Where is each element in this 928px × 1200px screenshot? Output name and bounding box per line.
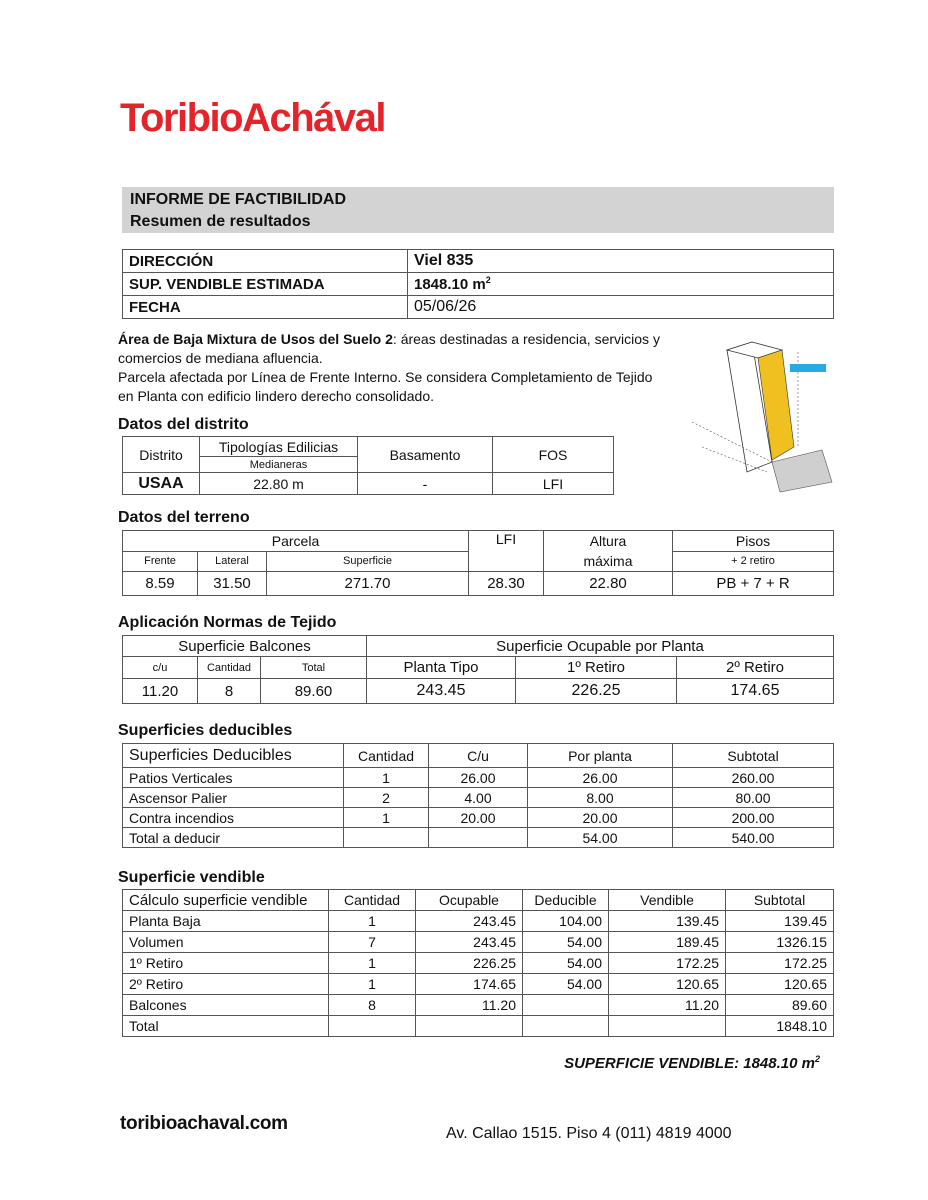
medianeras-subheader: Medianeras [200, 457, 358, 473]
sup-value: 1848.10 $m^2$ [408, 273, 834, 296]
table-row: Total a deducir 54.00 540.00 [123, 828, 834, 848]
vendible-table [122, 889, 834, 1037]
fecha-value: 05/06/26 [408, 296, 834, 319]
frente-subheader: Frente [123, 551, 198, 572]
lateral-subheader: Lateral [198, 551, 267, 572]
table-row: Volumen 7 243.45 54.00 189.45 1326.15 [123, 932, 834, 953]
direccion-label: DIRECCIÓN [123, 250, 408, 273]
deducibles-header-porplanta: Por planta [528, 744, 673, 768]
retiro1-subheader: 1º Retiro [516, 657, 677, 679]
lateral-value: 31.50 [198, 572, 267, 596]
description-paragraph-1: Área de Baja Mixtura de Usos del Suelo 2: áreas destinadas a residencia, servicios y comercios de mediana afluencia. [118, 331, 660, 366]
vendible-header-deducible: Deducible [523, 890, 609, 911]
lot-shadow [772, 450, 832, 492]
superficie-vendible-total: SUPERFICIE VENDIBLE: 1848.10 $m^2$ [564, 1054, 820, 1072]
parcela-header: Parcela [123, 531, 469, 552]
deducibles-header-cantidad: Cantidad [344, 744, 429, 768]
height-label-box [790, 364, 826, 372]
table-row: Ascensor Palier 2 4.00 8.00 80.00 [123, 788, 834, 808]
balcones-header: Superficie Balcones [123, 636, 367, 657]
planta-tipo-value: 243.45 [367, 679, 516, 704]
sup-label: SUP. VENDIBLE ESTIMADA [123, 273, 408, 296]
pisos-value: PB + 7 + R [673, 572, 834, 596]
pisos-header: Pisos [673, 531, 834, 552]
summary-table [122, 249, 834, 319]
fos-header: FOS [493, 437, 614, 473]
superficie-subheader: Superficie [267, 551, 469, 572]
deducibles-header-concept: Superficies Deducibles [123, 744, 344, 768]
retiro1-value: 226.25 [516, 679, 677, 704]
cu-subheader: c/u [123, 657, 198, 679]
vendible-header-ocupable: Ocupable [416, 890, 523, 911]
section-title-vendible: Superficie vendible [118, 869, 265, 886]
lfi-value: 28.30 [469, 572, 544, 596]
terreno-table [122, 530, 834, 596]
retiro-subheader: + 2 retiro [673, 551, 834, 572]
retiro2-subheader: 2º Retiro [677, 657, 834, 679]
total-subheader: Total [261, 657, 367, 679]
basamento-header: Basamento [358, 437, 493, 473]
altura-header: Altura máxima [544, 531, 673, 572]
description-paragraph-2: Parcela afectada por Línea de Frente Interno. Se considera Completamiento de Tejido en Planta con edificio lindero derecho consolidado. [118, 369, 653, 404]
cantidad-value: 8 [198, 679, 261, 704]
fecha-label: FECHA [123, 296, 408, 319]
building-diagram [672, 322, 842, 494]
frente-value: 8.59 [123, 572, 198, 596]
cu-value: 11.20 [123, 679, 198, 704]
website-link[interactable]: toribioachaval.com [120, 1113, 288, 1134]
footer-address: Av. Callao 1515. Piso 4 (011) 4819 4000 [446, 1125, 732, 1142]
vendible-header-subtotal: Subtotal [726, 890, 834, 911]
section-title-distrito: Datos del distrito [118, 416, 249, 433]
vendible-header-vendible: Vendible [609, 890, 726, 911]
altura-value: 22.80 [544, 572, 673, 596]
table-row: Planta Baja 1 243.45 104.00 139.45 139.45 [123, 911, 834, 932]
superficie-value: 271.70 [267, 572, 469, 596]
tipologias-value: 22.80 m [200, 473, 358, 495]
zoning-description [118, 330, 660, 406]
report-subtitle: Resumen de resultados [130, 213, 311, 230]
section-title-normas: Aplicación Normas de Tejido [118, 614, 337, 631]
ocupable-header: Superficie Ocupable por Planta [367, 636, 834, 657]
tipologias-header: Tipologías Edilicias [200, 437, 358, 457]
vendible-header-concept: Cálculo superficie vendible [123, 890, 329, 911]
table-row: 2º Retiro 1 174.65 54.00 120.65 120.65 [123, 974, 834, 995]
report-title: INFORME DE FACTIBILIDAD [130, 191, 346, 208]
direccion-value: Viel 835 [408, 250, 834, 273]
deducibles-table [122, 743, 834, 848]
vendible-header-cantidad: Cantidad [329, 890, 416, 911]
fos-value: LFI [493, 473, 614, 495]
lfi-header: LFI [469, 531, 544, 572]
table-row: 1º Retiro 1 226.25 54.00 172.25 172.25 [123, 953, 834, 974]
retiro2-value: 174.65 [677, 679, 834, 704]
deducibles-header-subtotal: Subtotal [673, 744, 834, 768]
distrito-header: Distrito [123, 437, 200, 473]
planta-tipo-subheader: Planta Tipo [367, 657, 516, 679]
table-row: Patios Verticales 1 26.00 26.00 260.00 [123, 768, 834, 788]
table-row: Total 1848.10 [123, 1016, 834, 1037]
company-logo: ToribioAchával [120, 96, 385, 140]
normas-table [122, 635, 834, 704]
distrito-value: USAA [123, 473, 200, 495]
section-title-deducibles: Superficies deducibles [118, 722, 293, 739]
table-row: Balcones 8 11.20 11.20 89.60 [123, 995, 834, 1016]
distrito-table [122, 436, 614, 495]
basamento-value: - [358, 473, 493, 495]
report-banner [122, 187, 834, 233]
table-row: Contra incendios 1 20.00 20.00 200.00 [123, 808, 834, 828]
total-value: 89.60 [261, 679, 367, 704]
section-title-terreno: Datos del terreno [118, 509, 250, 526]
deducibles-header-cu: C/u [429, 744, 528, 768]
cantidad-subheader: Cantidad [198, 657, 261, 679]
